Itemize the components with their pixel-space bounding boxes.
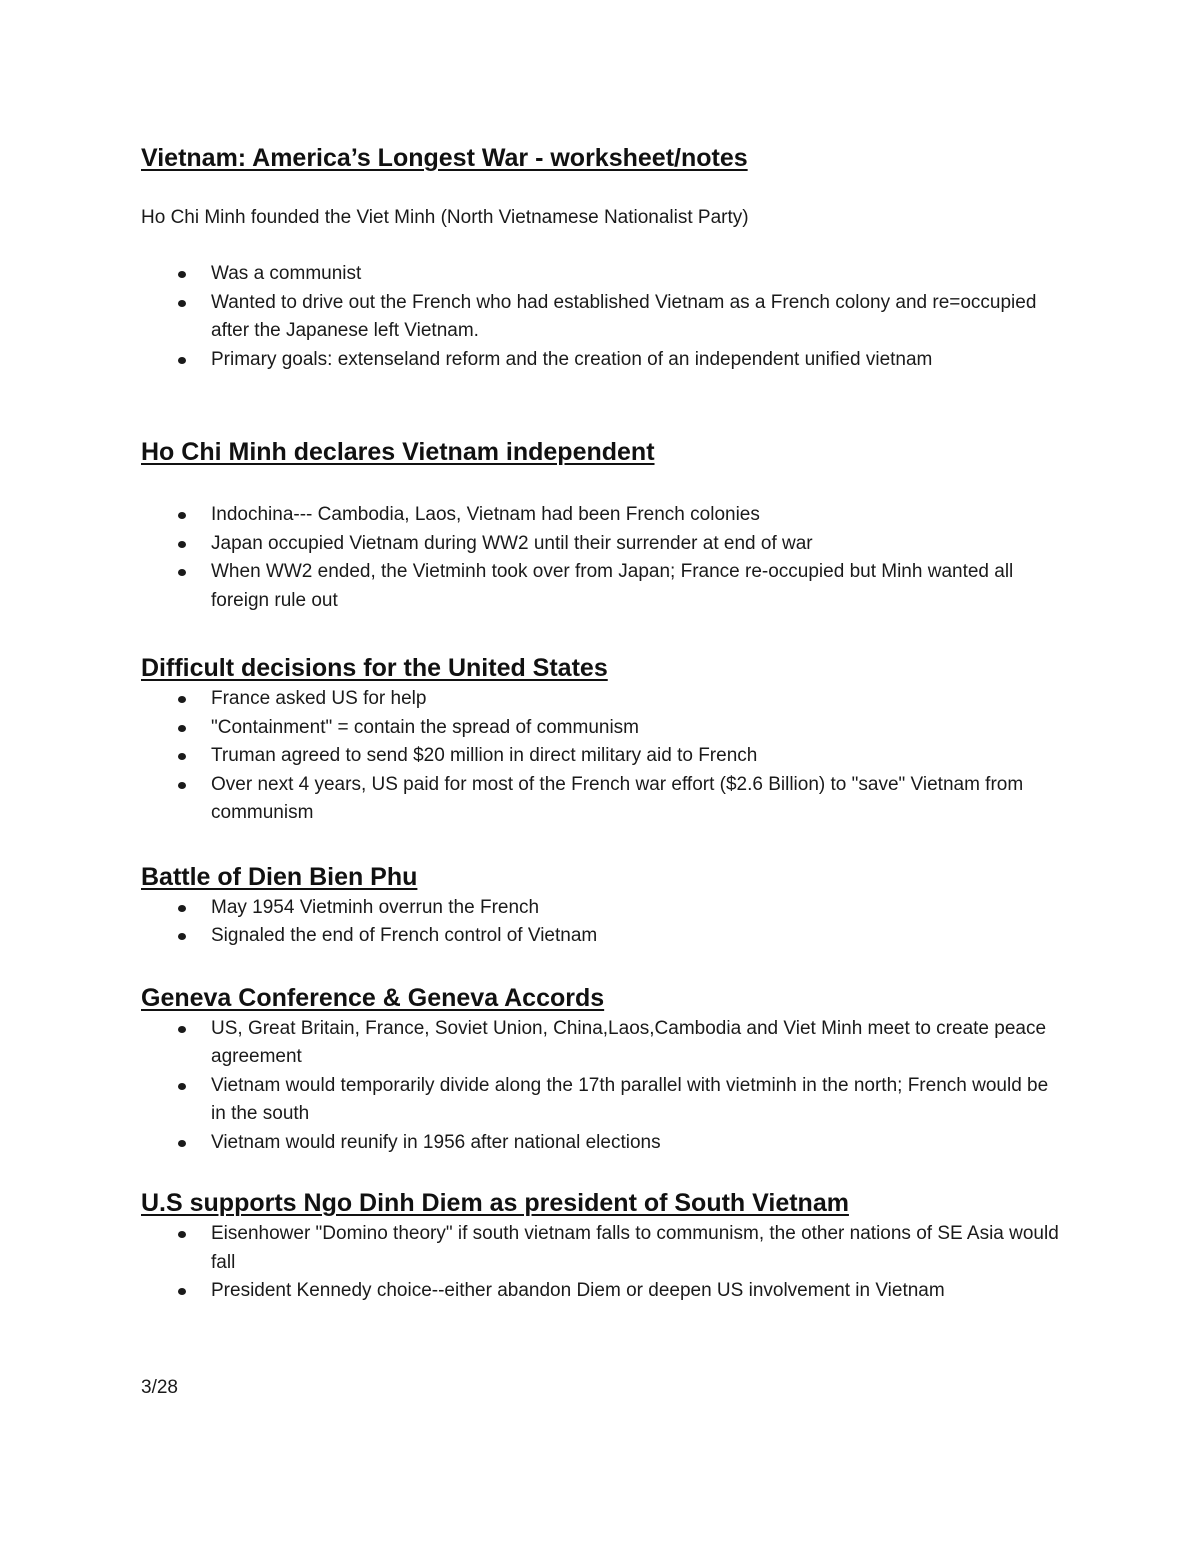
list-item-text: Wanted to drive out the French who had established Vietnam as a French colony and re=occupied after the Japanese left Vietnam. bbox=[211, 291, 1037, 341]
bullet-icon bbox=[178, 541, 186, 548]
list-item bbox=[141, 685, 1061, 714]
list-item bbox=[141, 346, 1061, 375]
list-item-text: Indochina--- Cambodia, Laos, Vietnam had been French colonies bbox=[211, 504, 760, 525]
bullet-icon bbox=[178, 357, 186, 364]
page-number: 3/28 bbox=[141, 1377, 178, 1398]
list-item-text: President Kennedy choice--either abandon Diem or deepen US involvement in Vietnam bbox=[211, 1280, 945, 1301]
section-bullet-list bbox=[141, 685, 1061, 828]
list-item-text: May 1954 Vietminh overrun the French bbox=[211, 896, 540, 918]
list-item bbox=[141, 742, 1061, 771]
list-item bbox=[141, 771, 1061, 828]
bullet-icon bbox=[178, 1288, 186, 1295]
bullet-icon bbox=[178, 933, 186, 940]
list-item-text: Over next 4 years, US paid for most of the French war effort ($2.6 Billion) to "save" Vietnam from communism bbox=[211, 773, 1024, 823]
bullet-icon bbox=[178, 1231, 186, 1238]
list-item-text: Signaled the end of French control of Vietnam bbox=[211, 925, 598, 946]
list-item-text: Was a communist bbox=[211, 263, 362, 284]
list-item-text: Truman agreed to send $20 million in direct military aid to French bbox=[211, 745, 758, 766]
section-heading: Ho Chi Minh declares Vietnam independent bbox=[141, 438, 655, 466]
list-item bbox=[141, 714, 1061, 743]
bullet-icon bbox=[178, 1026, 186, 1033]
list-item-text: Primary goals: extenseland reform and the creation of an independent unified vietnam bbox=[211, 348, 933, 370]
list-item-text: Japan occupied Vietnam during WW2 until their surrender at end of war bbox=[211, 532, 813, 554]
bullet-icon bbox=[178, 1140, 186, 1147]
section-heading: Geneva Conference & Geneva Accords bbox=[141, 983, 605, 1012]
list-item bbox=[141, 530, 1061, 559]
section-bullet-list bbox=[141, 894, 1061, 951]
list-item bbox=[141, 289, 1061, 346]
list-item-text: US, Great Britain, France, Soviet Union, China,Laos,Cambodia and Viet Minh meet to create peace agreement bbox=[211, 1017, 1047, 1067]
section-heading: Difficult decisions for the United States bbox=[141, 654, 608, 682]
bullet-icon bbox=[178, 569, 186, 576]
intro-paragraph: Ho Chi Minh founded the Viet Minh (North Vietnamese Nationalist Party) bbox=[141, 207, 749, 228]
list-item bbox=[141, 260, 1061, 289]
bullet-icon bbox=[178, 696, 186, 703]
section-bullet-list bbox=[141, 1220, 1061, 1306]
list-item bbox=[141, 1220, 1061, 1277]
list-item bbox=[141, 1072, 1061, 1129]
bullet-icon bbox=[178, 300, 186, 307]
bullet-icon bbox=[178, 753, 186, 760]
bullet-icon bbox=[178, 271, 186, 278]
document-title: Vietnam: America’s Longest War - worksheet/notes bbox=[141, 144, 748, 172]
bullet-icon bbox=[178, 725, 186, 732]
list-item-text: France asked US for help bbox=[211, 688, 427, 709]
list-item bbox=[141, 1277, 1061, 1306]
list-item-text: Vietnam would temporarily divide along the 17th parallel with vietminh in the north; French would be in the south bbox=[211, 1074, 1049, 1124]
list-item bbox=[141, 558, 1061, 615]
list-item bbox=[141, 501, 1061, 530]
list-item-text: "Containment" = contain the spread of communism bbox=[211, 716, 640, 738]
bullet-icon bbox=[178, 782, 186, 789]
section-bullet-list bbox=[141, 501, 1061, 615]
section-heading: Battle of Dien Bien Phu bbox=[141, 862, 418, 891]
document-content bbox=[141, 140, 1061, 1306]
bullet-icon bbox=[178, 512, 186, 519]
list-item-text: Eisenhower "Domino theory" if south vietnam falls to communism, the other nations of SE Asia would fall bbox=[211, 1223, 1059, 1273]
bullet-icon bbox=[178, 905, 186, 912]
list-item bbox=[141, 1129, 1061, 1158]
list-item-text: Vietnam would reunify in 1956 after national elections bbox=[211, 1131, 661, 1153]
section-bullet-list bbox=[141, 1015, 1061, 1158]
list-item bbox=[141, 922, 1061, 951]
list-item bbox=[141, 1015, 1061, 1072]
list-item bbox=[141, 894, 1061, 923]
intro-bullet-list bbox=[141, 260, 1061, 374]
list-item-text: When WW2 ended, the Vietminh took over from Japan; France re-occupied but Minh wanted all foreign rule out bbox=[211, 561, 1014, 611]
bullet-icon bbox=[178, 1083, 186, 1090]
section-heading: U.S supports Ngo Dinh Diem as president of South Vietnam bbox=[141, 1189, 849, 1217]
